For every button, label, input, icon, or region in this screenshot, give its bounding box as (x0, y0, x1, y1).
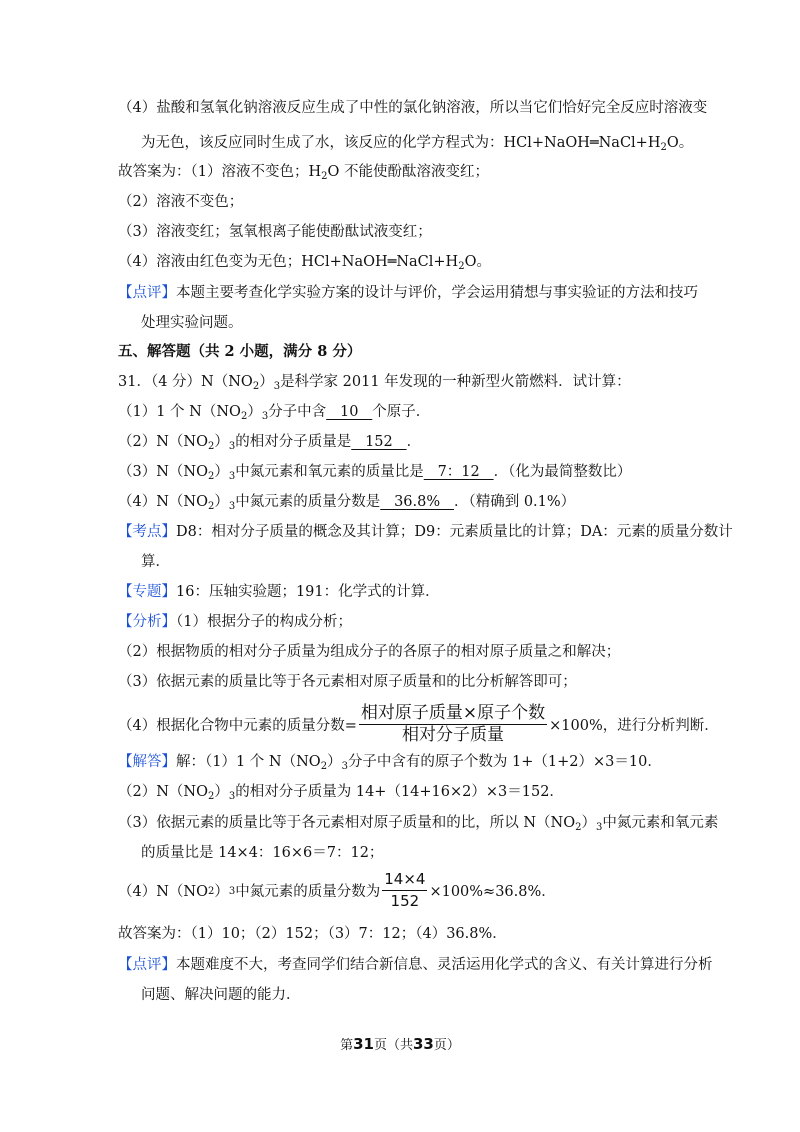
review-line: 【点评】本题主要考查化学实验方案的设计与评价，学会运用猜想与事实验证的方法和技巧 (118, 285, 698, 301)
zhuanti-tag: 【专题】 (118, 584, 176, 600)
question-part: $(3)N(NO_2)_3$中氮元素和氧元素的质量比是 7：12 ．（化为最简整数比） (118, 464, 632, 482)
answer-blank: 10 (326, 404, 373, 420)
question-part: $(4)N(NO_2)_3$中氮元素的质量分数是 36.8% ．（精确到 0.1%） (118, 494, 576, 512)
jieda-line: 的质量比是 14×4：16×6＝7：12； (141, 845, 384, 861)
jieda-line: $(2)N(NO_2)_3$的相对分子质量为 14+（14+16×2）×3＝152． (118, 784, 564, 802)
fenxi-formula-line: （4）根据化合物中元素的质量分数= $\frac{\text{相对原子质量×原子个数}}{\text{相对分子质量}}$ ×100%，进行分析判断． (118, 702, 719, 745)
answer-line: （3）溶液变红；氢氧根离子能使酚酞试液变红； (118, 224, 432, 240)
page-total: 33 (413, 1035, 434, 1053)
fenxi-line: （2）根据物质的相对分子质量为组成分子的各原子的相对原子质量之和解决； (118, 644, 621, 660)
fenxi-tag: 【分析】 (118, 614, 176, 630)
text-line: （4）盐酸和氢氧化钠溶液反应生成了中性的氯化钠溶液，所以当它们恰好完全反应时溶液变 (118, 100, 708, 116)
mass-fraction-formula: $\frac{\text{相对原子质量×原子个数}}{\text{相对分子质量}}$ (360, 702, 546, 745)
text-line: 为无色，该反应同时生成了水，该反应的化学方程式为：$HCl+NaOH═NaCl+H_2O$。 (141, 135, 694, 153)
answer-blank: 36.8% (380, 494, 454, 510)
zhuanti-line: 【专题】16：压轴实验题；191：化学式的计算． (118, 584, 440, 600)
page-number: 31 (353, 1035, 374, 1053)
review-line: 【点评】本题难度不大，考查同学们结合新信息、灵活运用化学式的含义、有关计算进行分析 (118, 957, 713, 973)
kaodian-tag: 【考点】 (118, 524, 176, 540)
jieda-line: 【解答】解：（1）1 个 $N(NO_2)_3$分子中含有的原子个数为 1+（1+2）×3＝10． (118, 754, 662, 772)
fenxi-line: （3）依据元素的质量比等于各元素相对原子质量和的比分析解答即可； (118, 674, 577, 690)
jieda-formula-line: （4）N（NO 2 ） 3 中氮元素的质量分数为 $\frac{14\times 4}{152}$ ×100%≈36.8%． (118, 869, 556, 910)
answer-blank: 152 (351, 434, 407, 450)
jieda-line: （3）依据元素的质量比等于各元素相对原子质量和的比，所以 $N(NO_2)_3$中氮元素和氧元素 (118, 815, 719, 833)
question-stem: 31．（4 分）$N(NO_2)_3$是科学家 2011 年发现的一种新型火箭燃料．试计算： (118, 374, 631, 392)
kaodian-line: 算． (141, 554, 170, 570)
nitrogen-fraction-formula: $\frac{14\times 4}{152}$ (384, 869, 426, 910)
section-title: 五、解答题（共 2 小题，满分 8 分） (118, 343, 362, 360)
review-line: 处理实验问题。 (141, 315, 243, 331)
page-footer: 第31页（共33页） (340, 1035, 460, 1053)
answer-blank: 7：12 (423, 464, 494, 480)
kaodian-line: 【考点】D8：相对分子质量的概念及其计算；D9：元素质量比的计算；DA：元素的质量分数计 (118, 524, 733, 540)
review-tag: 【点评】 (118, 285, 176, 301)
question-part: （1）1 个 $N(NO_2)_3$分子中含 10 个原子． (118, 404, 431, 422)
answer-line: 故答案为：（1）溶液不变色；$H_2O$ 不能使酚酞溶液变红； (118, 164, 489, 182)
answer-line: （4）溶液由红色变为无色；$HCl+NaOH═NaCl+H_2O$。 (118, 254, 491, 272)
question-part: $(2)N(NO_2)_3$的相对分子质量是 152 ． (118, 434, 422, 452)
review-line: 问题、解决问题的能力． (141, 987, 301, 1003)
review-tag: 【点评】 (118, 957, 176, 973)
answer-line: （2）溶液不变色； (118, 194, 244, 210)
answer-line: 故答案为：（1）10；（2）152；（3）7：12；（4）36.8%． (118, 926, 507, 942)
fenxi-line: 【分析】（1）根据分子的构成分析； (118, 614, 352, 630)
jieda-tag: 【解答】 (118, 754, 176, 770)
